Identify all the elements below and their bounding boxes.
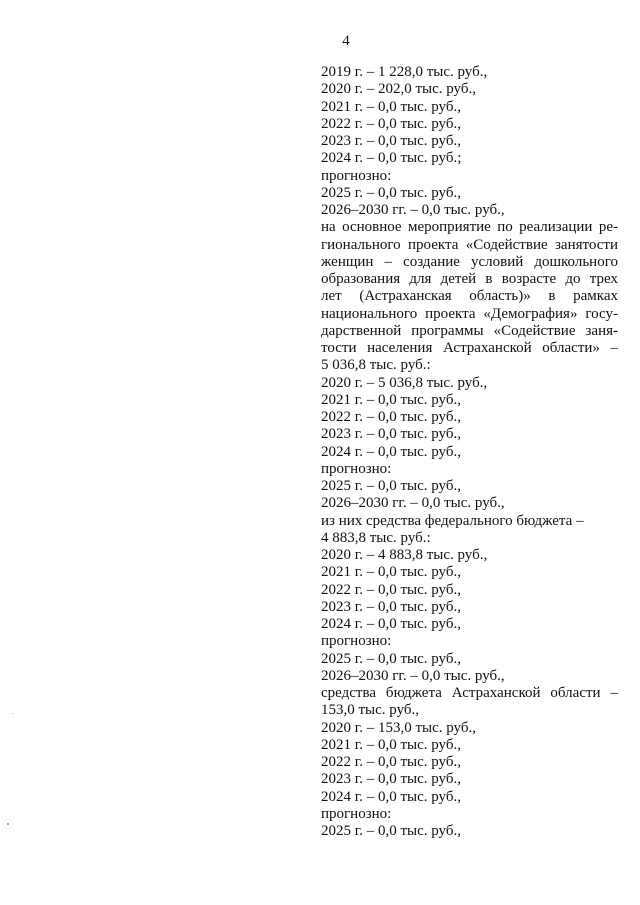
text-line: на основное мероприятие по реализации ре- xyxy=(321,219,618,236)
text-line: 2025 г. – 0,0 тыс. руб., xyxy=(321,650,461,667)
text-line: прогнозно: xyxy=(321,460,392,477)
text-line: женщин – создание условий дошкольного xyxy=(321,253,618,270)
text-line: из них средства федерального бюджета – xyxy=(321,512,584,529)
text-line: 2021 г. – 0,0 тыс. руб., xyxy=(321,391,461,408)
text-line: 2025 г. – 0,0 тыс. руб., xyxy=(321,478,461,494)
text-line: 4 883,8 тыс. руб.: xyxy=(321,529,431,546)
text-line: 2021 г. – 0,0 тыс. руб., xyxy=(321,736,461,753)
text-line: 2023 г. – 0,0 тыс. руб., xyxy=(321,426,461,443)
text-line: образования для детей в возрасте до трех xyxy=(321,271,618,287)
text-line: 2024 г. – 0,0 тыс. руб.; xyxy=(321,150,462,167)
text-line: прогнозно: xyxy=(321,805,392,822)
text-line: 153,0 тыс. руб., xyxy=(321,702,420,719)
text-line: гионального проекта «Содействие занятости xyxy=(321,236,618,253)
text-line: прогнозно: xyxy=(321,633,392,650)
scan-speck xyxy=(12,713,13,714)
text-line: 2020 г. – 5 036,8 тыс. руб., xyxy=(321,374,488,391)
text-line: 2020 г. – 4 883,8 тыс. руб., xyxy=(321,547,488,563)
text-line: 2021 г. – 0,0 тыс. руб., xyxy=(321,98,461,115)
text-line: 2022 г. – 0,0 тыс. руб., xyxy=(321,409,461,425)
text-line: 5 036,8 тыс. руб.: xyxy=(321,357,431,374)
text-line: 2026–2030 гг. – 0,0 тыс. руб., xyxy=(321,495,505,512)
page-number: 4 xyxy=(342,33,350,49)
text-line: лет (Астраханская область)» в рамках xyxy=(321,288,618,305)
text-line: 2021 г. – 0,0 тыс. руб., xyxy=(321,564,461,581)
text-line: дарственной программы «Содействие заня- xyxy=(321,322,618,339)
text-line: тости населения Астраханской области» – xyxy=(321,340,618,356)
text-line: прогнозно: xyxy=(321,167,392,184)
text-line: 2024 г. – 0,0 тыс. руб., xyxy=(321,616,461,632)
text-line: 2022 г. – 0,0 тыс. руб., xyxy=(321,581,461,598)
text-line: 2023 г. – 0,0 тыс. руб., xyxy=(321,771,461,788)
text-line: 2026–2030 гг. – 0,0 тыс. руб., xyxy=(321,202,505,218)
text-line: 2023 г. – 0,0 тыс. руб., xyxy=(321,133,461,149)
text-line: средства бюджета Астраханской области – xyxy=(321,685,618,701)
text-line: 2023 г. – 0,0 тыс. руб., xyxy=(321,598,461,615)
text-line: 2024 г. – 0,0 тыс. руб., xyxy=(321,443,461,460)
document-body xyxy=(321,64,618,840)
text-line: национального проекта «Демография» госу- xyxy=(321,305,618,322)
text-line: 2026–2030 гг. – 0,0 тыс. руб., xyxy=(321,667,505,684)
text-line: 2022 г. – 0,0 тыс. руб., xyxy=(321,754,461,770)
text-line: 2025 г. – 0,0 тыс. руб., xyxy=(321,184,461,201)
text-line: 2019 г. – 1 228,0 тыс. руб., xyxy=(321,64,488,80)
text-line: 2020 г. – 153,0 тыс. руб., xyxy=(321,719,476,736)
text-line: 2022 г. – 0,0 тыс. руб., xyxy=(321,115,461,132)
scan-speck xyxy=(7,823,9,825)
text-line: 2020 г. – 202,0 тыс. руб., xyxy=(321,81,476,98)
text-line: 2025 г. – 0,0 тыс. руб., xyxy=(321,823,461,839)
text-line: 2024 г. – 0,0 тыс. руб., xyxy=(321,788,461,805)
